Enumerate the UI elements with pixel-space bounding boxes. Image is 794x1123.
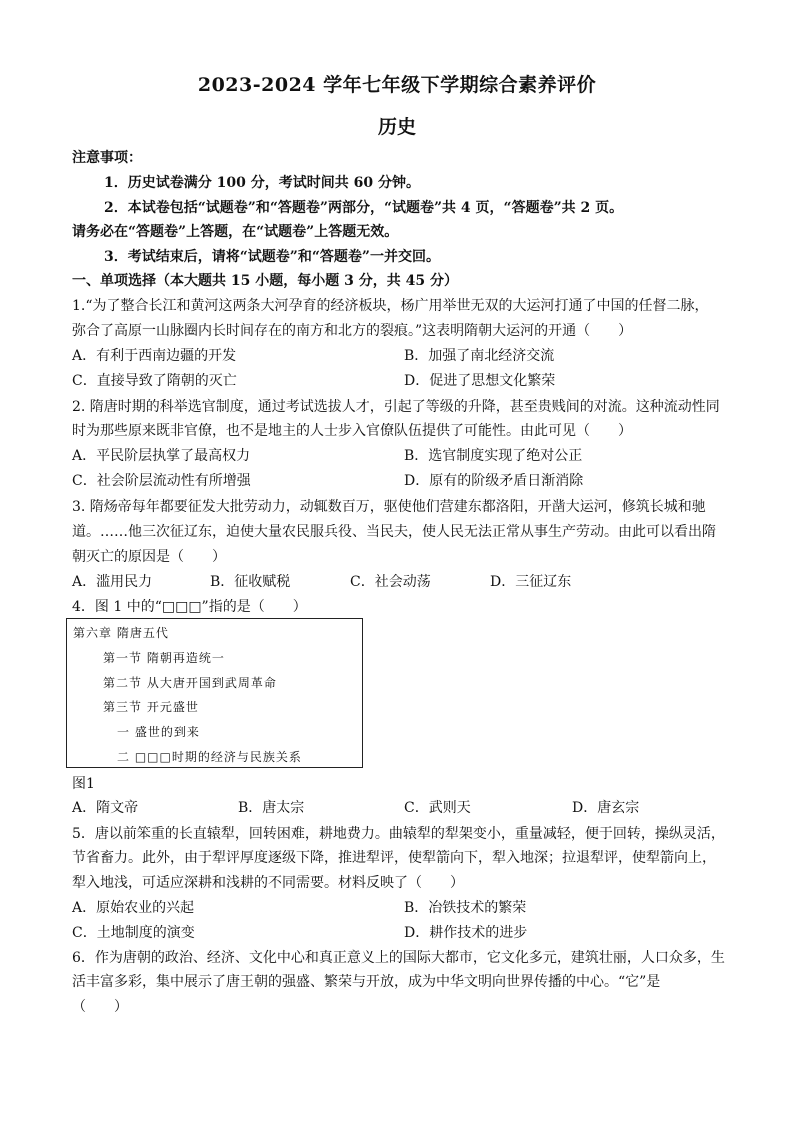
notice-heading: 注意事项： — [72, 150, 142, 166]
q5-stem-line2: 节省畜力。此外，由于犁评厚度逐级下降，推进犁评，使犁箭向下，犁入地深；拉退犁评，使犁箭向上， — [72, 850, 716, 866]
q4-option-c: C．武则天 — [404, 800, 471, 816]
q3-stem-line3: 朝灭亡的原因是（ ） — [72, 549, 226, 565]
q5-stem-line1: 5．唐以前笨重的长直辕犁，回转困难，耕地费力。曲辕犁的犁架变小，重量减轻，便于回转，操纵灵活， — [72, 826, 725, 842]
figure-line-sub2: 二 □□□时期的经济与民族关系 — [117, 750, 302, 764]
q3-option-d: D．三征辽东 — [490, 574, 572, 590]
q3-stem-line2: 道。……他三次征辽东，迫使大量农民服兵役、当民夫，使人民无法正常从事生产劳动。由此可以看出隋 — [72, 524, 716, 540]
figure-line-section2: 第二节 从大唐开国到武周革命 — [103, 676, 277, 690]
q1-stem-line1: 1.“为了整合长江和黄河这两条大河孕育的经济板块，杨广用举世无双的大运河打通了中国的任督二脉， — [72, 298, 709, 314]
q2-stem-line1: 2. 隋唐时期的科举选官制度，通过考试选拔人才，引起了等级的升降，甚至贵贱间的对流。这种流动性同 — [72, 399, 720, 415]
q6-stem-line1: 6．作为唐朝的政治、经济、文化中心和真正意义上的国际大都市，它文化多元，建筑壮丽，人口众多，生 — [72, 950, 725, 966]
figure-1-box — [66, 618, 363, 768]
notice-item-2-line1: 2．本试卷包括“试题卷”和“答题卷”两部分，“试题卷”共 4 页，“答题卷”共 2 页。 — [104, 200, 624, 216]
q5-option-c: C．土地制度的演变 — [72, 925, 195, 941]
q3-option-a: A．滥用民力 — [72, 574, 153, 590]
figure-line-sub1: 一 盛世的到来 — [117, 725, 200, 739]
notice-item-2-line2: 请务必在“答题卷”上答题，在“试题卷”上答题无效。 — [72, 224, 399, 240]
q2-stem-line2: 时为那些原来既非官僚，也不是地主的人士步入官僚队伍提供了可能性。由此可见（ ） — [72, 423, 632, 439]
q6-stem-line2: 活丰富多彩，集中展示了唐王朝的强盛、繁荣与开放，成为中华文明向世界传播的中心。“它”是 — [72, 974, 661, 990]
q5-option-a: A．原始农业的兴起 — [72, 900, 195, 916]
q1-option-c: C．直接导致了隋朝的灭亡 — [72, 373, 237, 389]
q3-option-c: C．社会动荡 — [350, 574, 431, 590]
q1-option-b: B．加强了南北经济交流 — [404, 348, 555, 364]
q2-option-a: A．平民阶层执掌了最高权力 — [72, 448, 251, 464]
q4-stem: 4．图 1 中的“□□□”指的是（ ） — [72, 599, 307, 615]
q3-stem-line1: 3. 隋炀帝每年都要征发大批劳动力，动辄数百万，驱使他们营建东都洛阳，开凿大运河，修筑长城和驰 — [72, 499, 706, 515]
exam-title: 2023-2024 学年七年级下学期综合素养评价 — [197, 74, 597, 96]
q2-option-d: D．原有的阶级矛盾日渐消除 — [404, 473, 584, 489]
q3-option-b: B．征收赋税 — [210, 574, 291, 590]
q1-stem-line2: 弥合了高原一山脉圈内长时间存在的南方和北方的裂痕。”这表明隋朝大运河的开通（ ） — [72, 323, 633, 339]
figure-line-chapter: 第六章 隋唐五代 — [73, 626, 169, 640]
section-heading: 一、单项选择（本大题共 15 小题，每小题 3 分，共 45 分） — [72, 273, 458, 289]
notice-item-1: 1．历史试卷满分 100 分，考试时间共 60 分钟。 — [104, 175, 420, 191]
figure-line-section3: 第三节 开元盛世 — [103, 700, 199, 714]
figure-1-caption: 图1 — [72, 776, 95, 792]
q4-option-a: A．隋文帝 — [72, 800, 139, 816]
q1-option-a: A．有利于西南边疆的开发 — [72, 348, 237, 364]
q5-stem-line3: 犁入地浅，可适应深耕和浅耕的不同需要。材料反映了（ ） — [72, 875, 464, 891]
q5-option-d: D．耕作技术的进步 — [404, 925, 528, 941]
q2-option-b: B．选官制度实现了绝对公正 — [404, 448, 583, 464]
q2-option-c: C．社会阶层流动性有所增强 — [72, 473, 251, 489]
q4-option-d: D．唐玄宗 — [572, 800, 640, 816]
notice-item-3: 3．考试结束后，请将“试题卷”和“答题卷”一并交回。 — [104, 249, 440, 265]
q4-option-b: B．唐太宗 — [238, 800, 305, 816]
q6-stem-line3: （ ） — [72, 999, 128, 1015]
q1-option-d: D．促进了思想文化繁荣 — [404, 373, 556, 389]
q5-option-b: B．冶铁技术的繁荣 — [404, 900, 527, 916]
subject-title: 历史 — [377, 116, 416, 138]
figure-line-section1: 第一节 隋朝再造统一 — [103, 651, 225, 665]
